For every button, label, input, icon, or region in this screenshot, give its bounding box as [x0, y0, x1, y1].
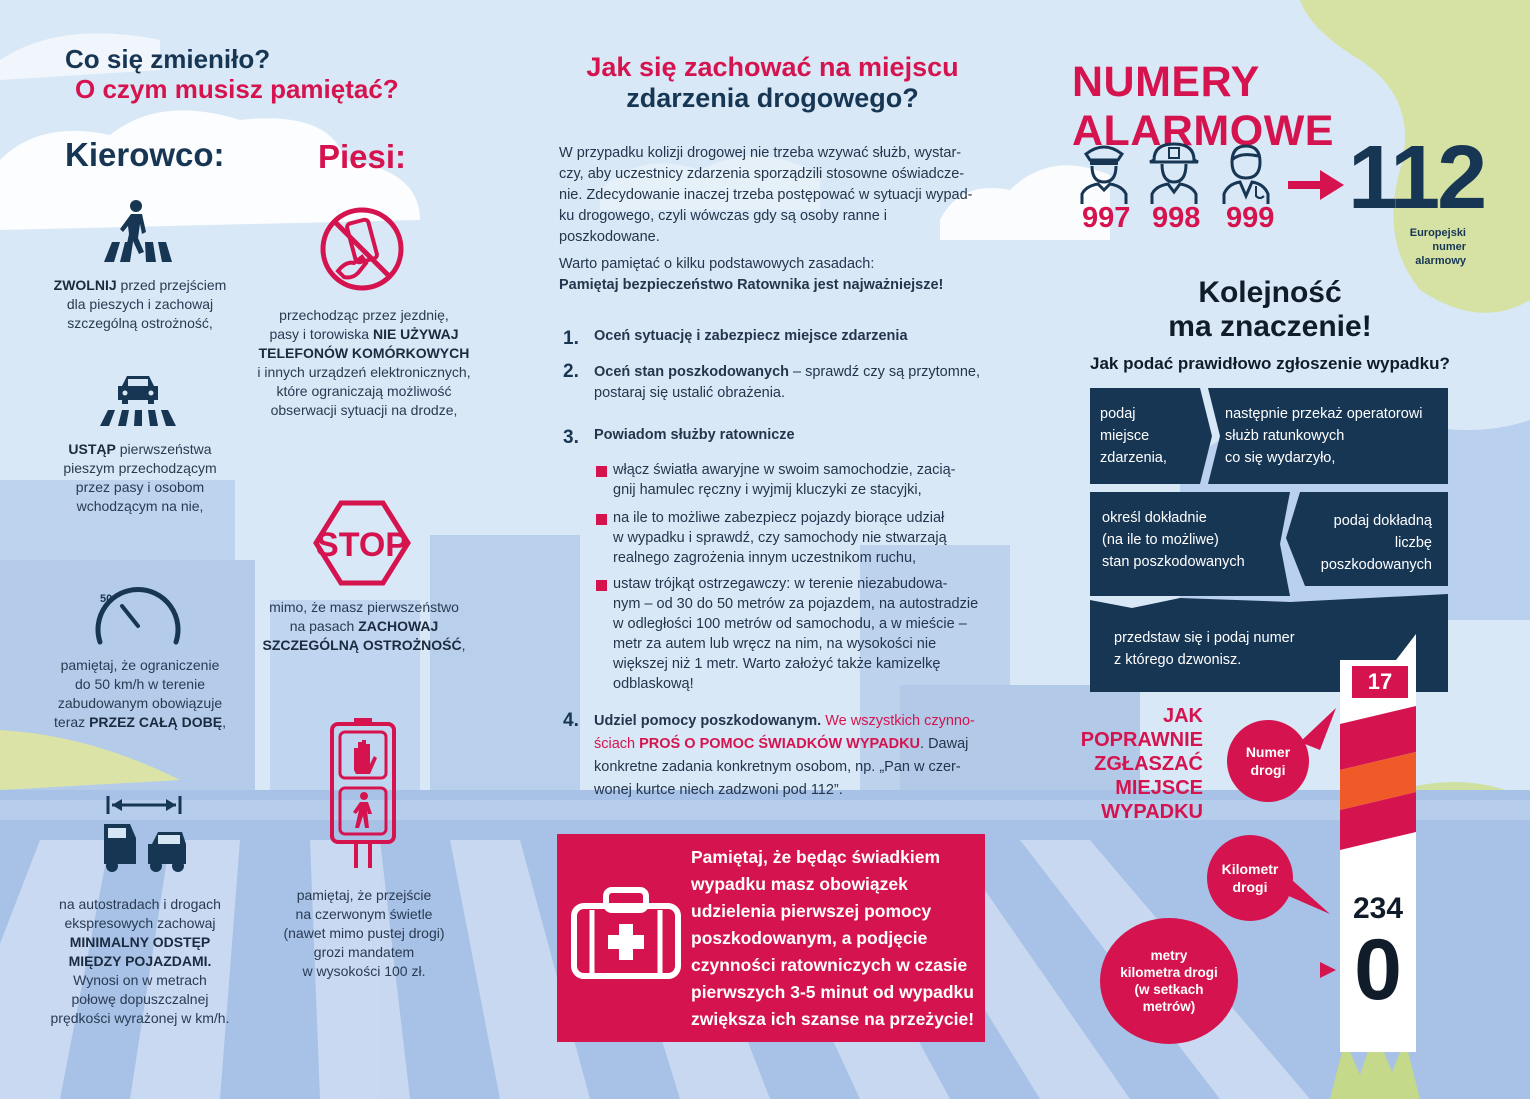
kilometer-label: 234 [1352, 892, 1404, 925]
order-title-line2: ma znaczenie! [1168, 310, 1372, 343]
slow-down-bold: ZWOLNIJ [53, 277, 117, 293]
bubble-2-line2: drogi [1232, 879, 1268, 895]
step-4-red: We wszystkich czynno- [821, 713, 975, 729]
speedometer-label: 50 [100, 593, 113, 605]
keep-caution-bold: ZACHOWAJ [358, 618, 439, 634]
step-1-text [594, 326, 984, 347]
driver-item-2-line4: wchodzącym na nie, [76, 498, 204, 514]
left-title-line1: Co się zmieniło? [65, 44, 271, 74]
step-2-rest: – sprawdź czy są przytomne, [789, 364, 980, 380]
bubble-2-line1: Kilometr [1221, 861, 1279, 877]
bullet-3-line5: większej niż 1 metr. Warto założyć także kamizelkę [613, 656, 941, 672]
middle-title-line2: zdarzenia drogowego? [626, 83, 919, 113]
driver-item-1-line1: przed przejściem [116, 277, 227, 293]
no-phone-bold: NIE UŻYWAJ [372, 326, 459, 342]
bullet-3-line3: w odległości 100 metrów od samochodu, a w mieście – [613, 616, 967, 632]
euro-line-1: Europejski [1409, 227, 1466, 239]
panel-2-line1: następnie przekaż operatorowi [1225, 406, 1423, 422]
kilometer-bubble [1207, 835, 1293, 921]
drivers-heading: Kierowco: [65, 136, 225, 173]
step-4-line3: konkretne zadania konkretnym osobom, np. „Pan w czer- [594, 759, 961, 775]
bubble-3-line1: metry [1150, 948, 1188, 963]
emergency-numbers-title: NUMERY ALARMOWE [1072, 58, 1334, 155]
bullet-3-line6: odblaskową! [613, 676, 694, 692]
driver-item-3-line3: zabudowanym obowiązuje [57, 695, 223, 711]
rescuer-reminder [559, 254, 989, 296]
car-distance-icon [100, 794, 188, 878]
pedestrian-item-3-line2: na czerwonym świetle [295, 906, 433, 922]
panel-3-line2: (na ile to możliwe) [1102, 532, 1219, 548]
driver-item-4-line3: Wynosi on w metrach [73, 972, 207, 988]
panel-3-text [1102, 507, 1245, 573]
road-number-label: 17 [1367, 669, 1393, 694]
remember-line: Warto pamiętać o kilku podstawowych zasadach: [559, 256, 875, 272]
pedestrian-item-1-line1: przechodząc przez jezdnię, [279, 307, 449, 323]
panel-3-line3: stan poszkodowanych [1102, 554, 1245, 570]
pedestrian-item-3-text [250, 886, 478, 981]
panel-1-text [1100, 403, 1167, 469]
pedestrian-item-2-text [250, 598, 478, 655]
first-aid-line-4: poszkodowanym, a podjęcie [691, 928, 928, 948]
pedestrian-item-2-line2: na pasach [289, 618, 359, 634]
special-caution-bold: SZCZEGÓLNĄ OSTROŻNOŚĆ [262, 637, 462, 653]
pedestrian-item-3-line4: grozi mandatem [313, 944, 415, 960]
bullet-1-line2: gnij hamulec ręczny i wyjmij kluczyki ze stacyjki, [613, 482, 922, 498]
traffic-light-icon [328, 716, 398, 870]
bullet-2-line1: na ile to możliwe zabezpiecz pojazdy biorące udział [613, 510, 945, 526]
step-4-bold: Udziel pomocy poszkodowanym. [594, 713, 822, 729]
all-day-bold: PRZEZ CAŁĄ DOBĘ [89, 714, 223, 730]
bullet-2-line3: realnego zagrożenia innym uczestnikom ruchu, [613, 550, 917, 566]
intro-paragraph [559, 143, 989, 248]
driver-item-4-line5: prędkości wyrażonej w km/h. [50, 1010, 230, 1026]
ask-witnesses-bold: PROŚ O POMOC ŚWIADKÓW WYPADKU [639, 736, 921, 752]
driver-item-2-text [40, 440, 240, 516]
first-aid-line-7: zwiększa ich szanse na przeżycie! [691, 1009, 975, 1029]
first-aid-line-3: udzielenia pierwszej pomocy [691, 901, 932, 921]
ambulance-number: 999 [1226, 202, 1275, 234]
step-2-bold: Oceń stan poszkodowanych [594, 364, 789, 380]
step-3-number: 3. [563, 427, 579, 448]
meters-bubble [1100, 918, 1238, 1044]
min-distance-bold: MINIMALNY ODSTĘP [69, 934, 211, 950]
stop-sign-text: STOP [316, 526, 408, 564]
first-aid-kit-icon [570, 886, 682, 980]
driver-item-2-line1: pierwszeństwa [115, 441, 212, 457]
driver-item-3-text [40, 656, 240, 732]
driver-item-1-line2: dla pieszych i zachowaj [66, 296, 214, 312]
step-4-text [594, 710, 986, 802]
driver-item-4-line2: ekspresowych zachowaj [64, 915, 216, 931]
how-to-line-4: MIEJSCE [1115, 777, 1203, 799]
pedestrian-item-3-line3: (nawet mimo pustej drogi) [283, 925, 445, 941]
driver-item-3-line1: pamiętaj, że ograniczenie [60, 657, 220, 673]
order-title [1120, 276, 1420, 344]
mobile-phones-bold: TELEFONÓW KOMÓRKOWYCH [258, 345, 470, 361]
bullet-3-text [613, 574, 983, 694]
give-way-bold: USTĄP [68, 441, 116, 457]
pedestrian-crossing-icon [104, 198, 174, 264]
step-4-line2-rest: . Dawaj [920, 736, 969, 752]
intro-line-4: ku drogowego, czyli wówczas gdy są osoby ranne i poszkodowane. [559, 208, 888, 245]
first-aid-text [691, 844, 981, 1033]
police-number: 997 [1082, 202, 1131, 234]
panel-1-line2: miejsce [1100, 428, 1150, 444]
step-4-line2-red: ściach [594, 736, 640, 752]
paramedic-icon [1220, 142, 1272, 204]
bullet-marker [596, 466, 607, 477]
bullet-marker [596, 514, 607, 525]
step-4-number: 4. [563, 710, 579, 731]
pedestrian-item-3-line1: pamiętaj, że przejście [296, 887, 432, 903]
driver-item-3-line2: do 50 km/h w terenie [75, 676, 205, 692]
how-to-line-2: POPRAWNIE [1080, 729, 1203, 751]
pedestrians-heading: Piesi: [318, 138, 407, 175]
car-crossing-icon [98, 372, 178, 428]
pedestrian-item-1-line3: i innych urządzeń elektronicznych, [257, 364, 471, 380]
panel-4-line2: liczbę [1394, 535, 1432, 551]
how-to-line-3: ZGŁASZAĆ [1094, 753, 1203, 775]
driver-item-4-line1: na autostradach i drogach [59, 896, 221, 912]
step-1-number: 1. [563, 328, 579, 349]
panel-2-line2: służb ratunkowych [1225, 428, 1345, 444]
intro-line-3: nie. Zdecydowanie inaczej trzeba postępować w sytuacji wypad- [559, 187, 973, 203]
step-4-line4: wonej kurtce niech zadzwoni pod 112”. [594, 782, 843, 798]
panel-4-text [1300, 510, 1432, 576]
step-3-text [594, 425, 984, 446]
step-3-bold: Powiadom służby ratownicze [594, 427, 795, 443]
first-aid-line-1: Pamiętaj, że będąc świadkiem [691, 847, 941, 867]
panel-3-line1: określ dokładnie [1102, 510, 1207, 526]
driver-item-1-line3: szczególną ostrożność, [67, 315, 213, 331]
pedestrian-item-1-line5: obserwacji sytuacji na drodze, [270, 402, 458, 418]
pedestrian-item-2-line3: , [461, 637, 466, 653]
no-phone-icon [318, 205, 406, 293]
bullet-2-line2: w wypadku i sprawdź, czy samochody nie stwarzają [613, 530, 947, 546]
first-aid-line-5: czynności ratowniczych w czasie [691, 955, 968, 975]
step-2-number: 2. [563, 361, 579, 382]
between-vehicles-bold: MIĘDZY POJAZDAMI. [68, 953, 212, 969]
first-aid-line-2: wypadku masz obowiązek [691, 874, 908, 894]
bullet-marker [596, 580, 607, 591]
middle-title-line1: Jak się zachować na miejscu [586, 52, 959, 82]
bubble-3-line2: kilometra drogi [1120, 965, 1218, 980]
how-to-report-text [1060, 704, 1203, 824]
bullet-3-line2: nym – od 30 do 50 metrów za pojazdem, na autostradzie [613, 596, 979, 612]
driver-item-2-line3: przez pasy i osobom [75, 479, 205, 495]
how-to-line-1: JAK [1162, 705, 1203, 727]
driver-item-4-line4: połowę dopuszczalnej [71, 991, 209, 1007]
panel-5-line1: przedstaw się i podaj numer [1114, 630, 1295, 646]
driver-item-2-line2: pieszym przechodzącym [63, 460, 217, 476]
left-title [65, 44, 399, 104]
pedestrian-item-1-text [250, 306, 478, 420]
police-officer-icon [1078, 142, 1130, 204]
driver-item-3-line4-pre: teraz [54, 714, 90, 730]
step-2-line2: postaraj się ustalić obrażenia. [594, 385, 786, 401]
remember-bold: Pamiętaj bezpieczeństwo Ratownika jest najważniejsze! [559, 277, 944, 293]
hectometer-label: 0 [1354, 922, 1402, 1018]
panel-2-line3: co się wydarzyło, [1225, 450, 1336, 466]
middle-title [540, 52, 1005, 114]
bubble-1-line2: drogi [1250, 762, 1286, 778]
panel-1-line3: zdarzenia, [1100, 450, 1167, 466]
order-title-line1: Kolejność [1198, 276, 1342, 309]
bullet-3-line1: ustaw trójkąt ostrzegawczy: w terenie niezabudowa- [613, 576, 948, 592]
intro-line-1: W przypadku kolizji drogowej nie trzeba wzywać służb, wystar- [559, 145, 962, 161]
bullet-2-text [613, 508, 983, 568]
pedestrian-item-1-line2: pasy i torowiska [269, 326, 373, 342]
panel-2-text [1225, 403, 1422, 469]
bullet-1-line1: włącz światła awaryjne w swoim samochodzie, zacią- [613, 462, 956, 478]
panel-5-line2: z którego dzwonisz. [1114, 652, 1242, 668]
pedestrian-item-3-line5: w wysokości 100 zł. [302, 963, 426, 979]
driver-item-3-line4-post: , [222, 714, 226, 730]
european-number-caption [1380, 226, 1466, 268]
panel-1-line1: podaj [1100, 406, 1136, 422]
road-number-bubble [1227, 720, 1309, 802]
fire-number: 998 [1152, 202, 1201, 234]
bubble-1-line1: Numer [1245, 744, 1291, 760]
stop-sign-icon [313, 500, 411, 586]
order-subtitle: Jak podać prawidłowo zgłoszenie wypadku? [1090, 354, 1450, 373]
panel-4-line1: podaj dokładną [1333, 513, 1432, 529]
step-1-bold: Oceń sytuację i zabezpiecz miejsce zdarzenia [594, 328, 908, 344]
pedestrian-item-1-line4: które ograniczają możliwość [276, 383, 452, 399]
firefighter-icon [1148, 142, 1200, 204]
euro-line-2: numer alarmowy [1415, 241, 1466, 267]
how-to-line-5: WYPADKU [1101, 801, 1203, 823]
first-aid-line-6: pierwszych 3-5 minut od wypadku [691, 982, 974, 1002]
panel-4-line3: poszkodowanych [1320, 557, 1432, 573]
bullet-1-text [613, 460, 983, 500]
intro-line-2: czy, aby uczestnicy zdarzenia sporządzili stosowne oświadcze- [559, 166, 965, 182]
european-emergency-number: 112 [1348, 128, 1485, 228]
arrow-right-icon [1288, 170, 1344, 200]
step-2-text [594, 362, 989, 404]
driver-item-4-text [30, 895, 250, 1028]
pedestrian-item-2-line1: mimo, że masz pierwszeństwo [269, 599, 459, 615]
bullet-3-line4: metr za autem lub wręcz na nim, na wysokości nie [613, 636, 937, 652]
left-title-line2: O czym musisz pamiętać? [75, 74, 399, 104]
driver-item-1-text [40, 276, 240, 333]
speedometer-icon [92, 580, 184, 646]
bubble-3-line3: (w setkach [1134, 982, 1204, 997]
bubble-3-line4: metrów) [1142, 999, 1196, 1014]
